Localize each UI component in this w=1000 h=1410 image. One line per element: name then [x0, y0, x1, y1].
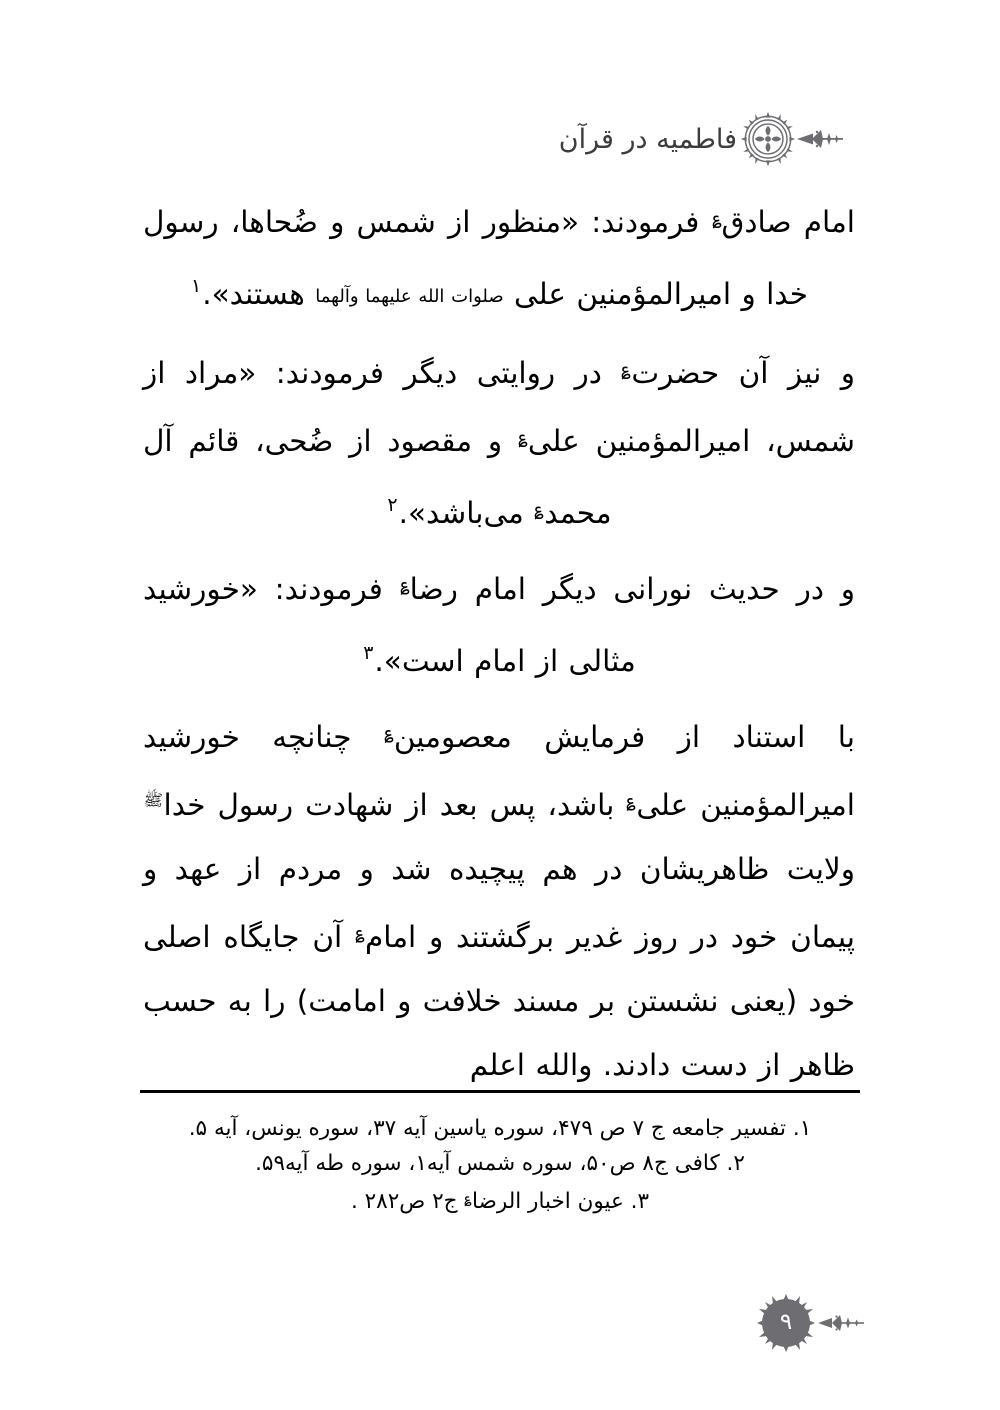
folio	[754, 1291, 860, 1355]
footnote-marker: ۱.	[792, 1116, 812, 1141]
honorific-alayhis-salam-icon: ؏	[534, 499, 544, 519]
p1-tail: هستند».	[202, 277, 305, 311]
p3-lead: و در حدیث نورانی دیگر امام رضا	[409, 572, 855, 606]
footnote-area	[140, 1090, 860, 1219]
footnote-marker: ۳.	[630, 1189, 650, 1214]
paragraph-2	[143, 337, 855, 545]
footnote-marker: ۲.	[726, 1151, 745, 1176]
p2-lead: و نیز آن حضرت	[631, 356, 855, 390]
honorific-alayhimus-salam-icon: ؏	[384, 723, 394, 743]
footnote-list	[140, 1111, 860, 1219]
footnote-text: کافی ج۸ ص۵۰، سوره شمس آیه۱، سوره طه آیه۵۹.	[255, 1151, 720, 1176]
p1-mid: فرمودند: «منظور از شمس و ضُحاها، رسول خدا و امیرالمؤمنین علی	[143, 205, 808, 311]
footnote-ref-1[interactable]: ۱	[191, 275, 202, 297]
footnote-item	[140, 1111, 860, 1146]
p3-tail: فرمودند: «خورشید مثالی از امام است».	[143, 572, 636, 678]
honorific-alayhis-salam-icon: ؏	[626, 791, 637, 811]
p4-seg5: آن جایگاه اصلی خود (یعنی نشستن بر مسند خلافت و امامت) را به حسب ظاهر از دست دادند. والله اعلم	[143, 920, 855, 1082]
page-body	[143, 186, 855, 1097]
p2-mid2: و مقصود از ضُحی، قائم آل محمد	[143, 424, 612, 530]
folio-medallion-icon	[754, 1291, 818, 1355]
p1-lead: امام صادق	[721, 205, 855, 239]
honorific-alayhis-salam-icon: ؏	[464, 1191, 472, 1206]
honorific-alayhis-salam-icon: ؏	[711, 208, 722, 228]
footnote-item	[140, 1181, 860, 1219]
paragraph-4	[143, 701, 855, 1097]
footnote-text-after: ج۲ ص۲۸۲ .	[350, 1189, 458, 1214]
header-ornament-tail-icon	[797, 127, 843, 151]
p2-tail: می‌باشد».	[398, 496, 524, 530]
p4-seg1: با استناد از فرمایش معصومین	[393, 720, 855, 754]
rosette-ornament-icon	[739, 110, 797, 168]
honorific-alayhis-salam-icon: ؏	[355, 923, 365, 943]
footnote-item	[140, 1146, 860, 1181]
paragraph-1	[143, 186, 855, 329]
footnote-text: تفسیر جامعه ج ۷ ص ۴۷۹، سوره یاسین آیه ۳۷، سوره یونس، آیه ۵.	[188, 1116, 787, 1141]
folio-ornament-tail-icon	[818, 1312, 864, 1334]
footnote-separator-rule	[140, 1090, 860, 1093]
p2-mid: در روایتی دیگر فرمودند: «مراد از شمس، امیرالمؤمنین علی	[143, 356, 855, 458]
footnote-ref-3[interactable]: ۳	[363, 642, 374, 664]
page-number: ۹	[779, 1308, 793, 1335]
footnote-ref-2[interactable]: ۲	[387, 494, 398, 516]
header-ornament	[739, 110, 841, 168]
honorific-alayhis-salam-icon: ؏	[621, 359, 632, 379]
honorific-alayhis-salam-icon: ؏	[399, 575, 410, 595]
p4-seg2: چنانچه خورشید امیرالمؤمنین علی	[143, 720, 855, 822]
page-title: فاطمیه در قرآن	[558, 123, 737, 155]
honorific-sallallahu-alayhi-icon: ﷺ	[143, 791, 164, 811]
paragraph-3	[143, 553, 855, 693]
honorific-alayhis-salam-icon: ؏	[518, 427, 528, 447]
p4-seg3: باشد، پس بعد از شهادت رسول خدا	[163, 788, 615, 822]
p1-blessing: صلوات الله علیهما وآلهما	[315, 286, 504, 307]
p4-seg4: ولایت ظاهریشان در هم پیچیده شد و مردم از عهد و پیمان خود در روز غدیر برگشتند و امام	[143, 852, 855, 954]
running-header	[145, 108, 855, 170]
footnote-text: عیون اخبار الرضا	[472, 1189, 624, 1214]
